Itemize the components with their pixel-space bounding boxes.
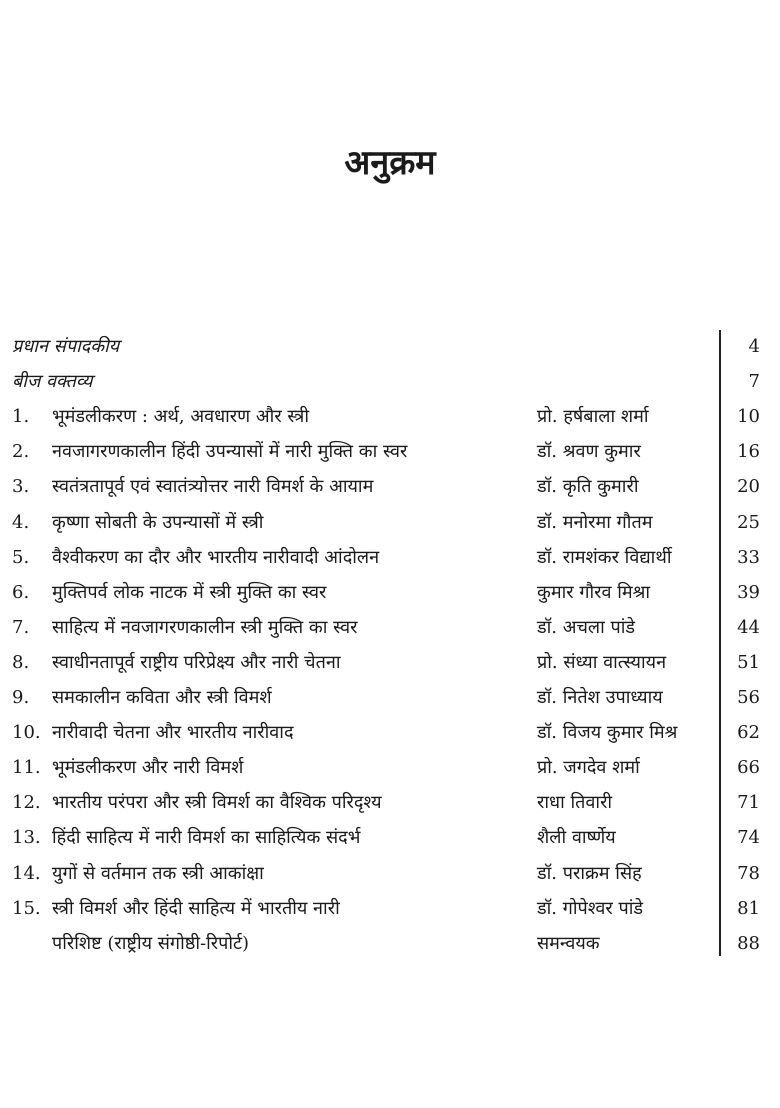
entry-author: प्रो. जगदेव शर्मा <box>537 757 640 778</box>
entry-title: मुक्तिपर्व लोक नाटक में स्त्री मुक्ति का स्वर <box>52 582 327 603</box>
entry-number: 14. <box>12 863 41 884</box>
entry-number: 10. <box>12 722 41 743</box>
toc-front-matter-row <box>0 364 780 399</box>
entry-number: 15. <box>12 898 41 919</box>
page-number: 10 <box>737 406 760 427</box>
entry-author: शैली वार्ष्णेय <box>537 827 616 848</box>
toc-entry-row <box>0 399 780 434</box>
page-number: 39 <box>737 582 760 603</box>
toc-front-matter-row <box>0 329 780 364</box>
entry-number: 11. <box>12 757 41 778</box>
front-matter-title: प्रधान संपादकीय <box>12 336 120 357</box>
entry-author: डॉ. विजय कुमार मिश्र <box>537 722 678 743</box>
page-number: 4 <box>748 336 760 357</box>
entry-number: 12. <box>12 792 41 813</box>
toc-entry-row <box>0 645 780 680</box>
entry-number: 3. <box>12 476 30 497</box>
page-number: 71 <box>737 792 760 813</box>
entry-number: 13. <box>12 827 41 848</box>
page-number: 44 <box>737 617 760 638</box>
entry-title: नवजागरणकालीन हिंदी उपन्यासों में नारी मुक्ति का स्वर <box>52 441 408 462</box>
page-number: 51 <box>737 652 760 673</box>
entry-title: भूमंडलीकरण और नारी विमर्श <box>52 757 244 778</box>
entry-title: नारीवादी चेतना और भारतीय नारीवाद <box>52 722 294 743</box>
entry-title: कृष्णा सोबती के उपन्यासों में स्त्री <box>52 512 264 533</box>
entry-author: प्रो. संध्या वात्स्यायन <box>537 652 667 673</box>
toc-entry-row <box>0 820 780 855</box>
toc-entry-row <box>0 434 780 469</box>
entry-title: स्वतंत्रतापूर्व एवं स्वातंत्र्योत्तर नारी विमर्श के आयाम <box>52 476 374 497</box>
entry-number: 7. <box>12 617 30 638</box>
entry-author: समन्वयक <box>537 933 600 954</box>
page-number: 74 <box>737 827 760 848</box>
entry-title: युगों से वर्तमान तक स्त्री आकांक्षा <box>52 863 264 884</box>
toc-entry-row <box>0 785 780 820</box>
page-number: 66 <box>737 757 760 778</box>
entry-author: डॉ. गोपेश्वर पांडे <box>537 898 644 919</box>
page-number: 16 <box>737 441 760 462</box>
page-number: 20 <box>737 476 760 497</box>
entry-title: वैश्वीकरण का दौर और भारतीय नारीवादी आंदोलन <box>52 547 380 568</box>
entry-number: 6. <box>12 582 30 603</box>
entry-author: डॉ. नितेश उपाध्याय <box>537 687 663 708</box>
page-number: 7 <box>748 371 760 392</box>
entry-number: 9. <box>12 687 30 708</box>
entry-author: डॉ. रामशंकर विद्यार्थी <box>537 547 672 568</box>
entry-number: 1. <box>12 406 30 427</box>
entry-title: समकालीन कविता और स्त्री विमर्श <box>52 687 272 708</box>
entry-author: कुमार गौरव मिश्रा <box>537 582 651 603</box>
entry-title: साहित्य में नवजागरणकालीन स्त्री मुक्ति का स्वर <box>52 617 358 638</box>
toc-entry-row <box>0 926 780 961</box>
toc-entry-row <box>0 680 780 715</box>
entry-title: भारतीय परंपरा और स्त्री विमर्श का वैश्विक परिदृश्य <box>52 792 382 813</box>
front-matter-title: बीज वक्तव्य <box>12 371 93 392</box>
entry-author: डॉ. मनोरमा गौतम <box>537 512 653 533</box>
toc-entry-row <box>0 505 780 540</box>
toc-entry-row <box>0 610 780 645</box>
toc-entry-row <box>0 575 780 610</box>
entry-number: 8. <box>12 652 30 673</box>
entry-title: भूमंडलीकरण : अर्थ, अवधारण और स्त्री <box>52 406 310 427</box>
page-number: 56 <box>737 687 760 708</box>
entry-number: 2. <box>12 441 30 462</box>
toc-entry-row <box>0 469 780 504</box>
entry-title: स्वाधीनतापूर्व राष्ट्रीय परिप्रेक्ष्य और नारी चेतना <box>52 652 341 673</box>
page-number: 33 <box>737 547 760 568</box>
page-number: 78 <box>737 863 760 884</box>
page-number: 62 <box>737 722 760 743</box>
page-title: अनुक्रम <box>344 143 436 183</box>
entry-author: राधा तिवारी <box>537 792 613 813</box>
entry-number: 4. <box>12 512 30 533</box>
toc-entry-row <box>0 715 780 750</box>
entry-title: परिशिष्ट (राष्ट्रीय संगोष्ठी-रिपोर्ट) <box>52 933 250 954</box>
toc-entry-row <box>0 891 780 926</box>
entry-author: प्रो. हर्षबाला शर्मा <box>537 406 649 427</box>
page-number: 88 <box>737 933 760 954</box>
entry-title: हिंदी साहित्य में नारी विमर्श का साहित्यिक संदर्भ <box>52 827 361 848</box>
entry-author: डॉ. कृति कुमारी <box>537 476 639 497</box>
entry-author: डॉ. पराक्रम सिंह <box>537 863 642 884</box>
toc-entry-row <box>0 856 780 891</box>
page-number: 25 <box>737 512 760 533</box>
entry-title: स्त्री विमर्श और हिंदी साहित्य में भारतीय नारी <box>52 898 340 919</box>
toc-entry-row <box>0 750 780 785</box>
entry-number: 5. <box>12 547 30 568</box>
page-number: 81 <box>737 898 760 919</box>
entry-author: डॉ. अचला पांडे <box>537 617 636 638</box>
entry-author: डॉ. श्रवण कुमार <box>537 441 641 462</box>
toc-entry-row <box>0 540 780 575</box>
